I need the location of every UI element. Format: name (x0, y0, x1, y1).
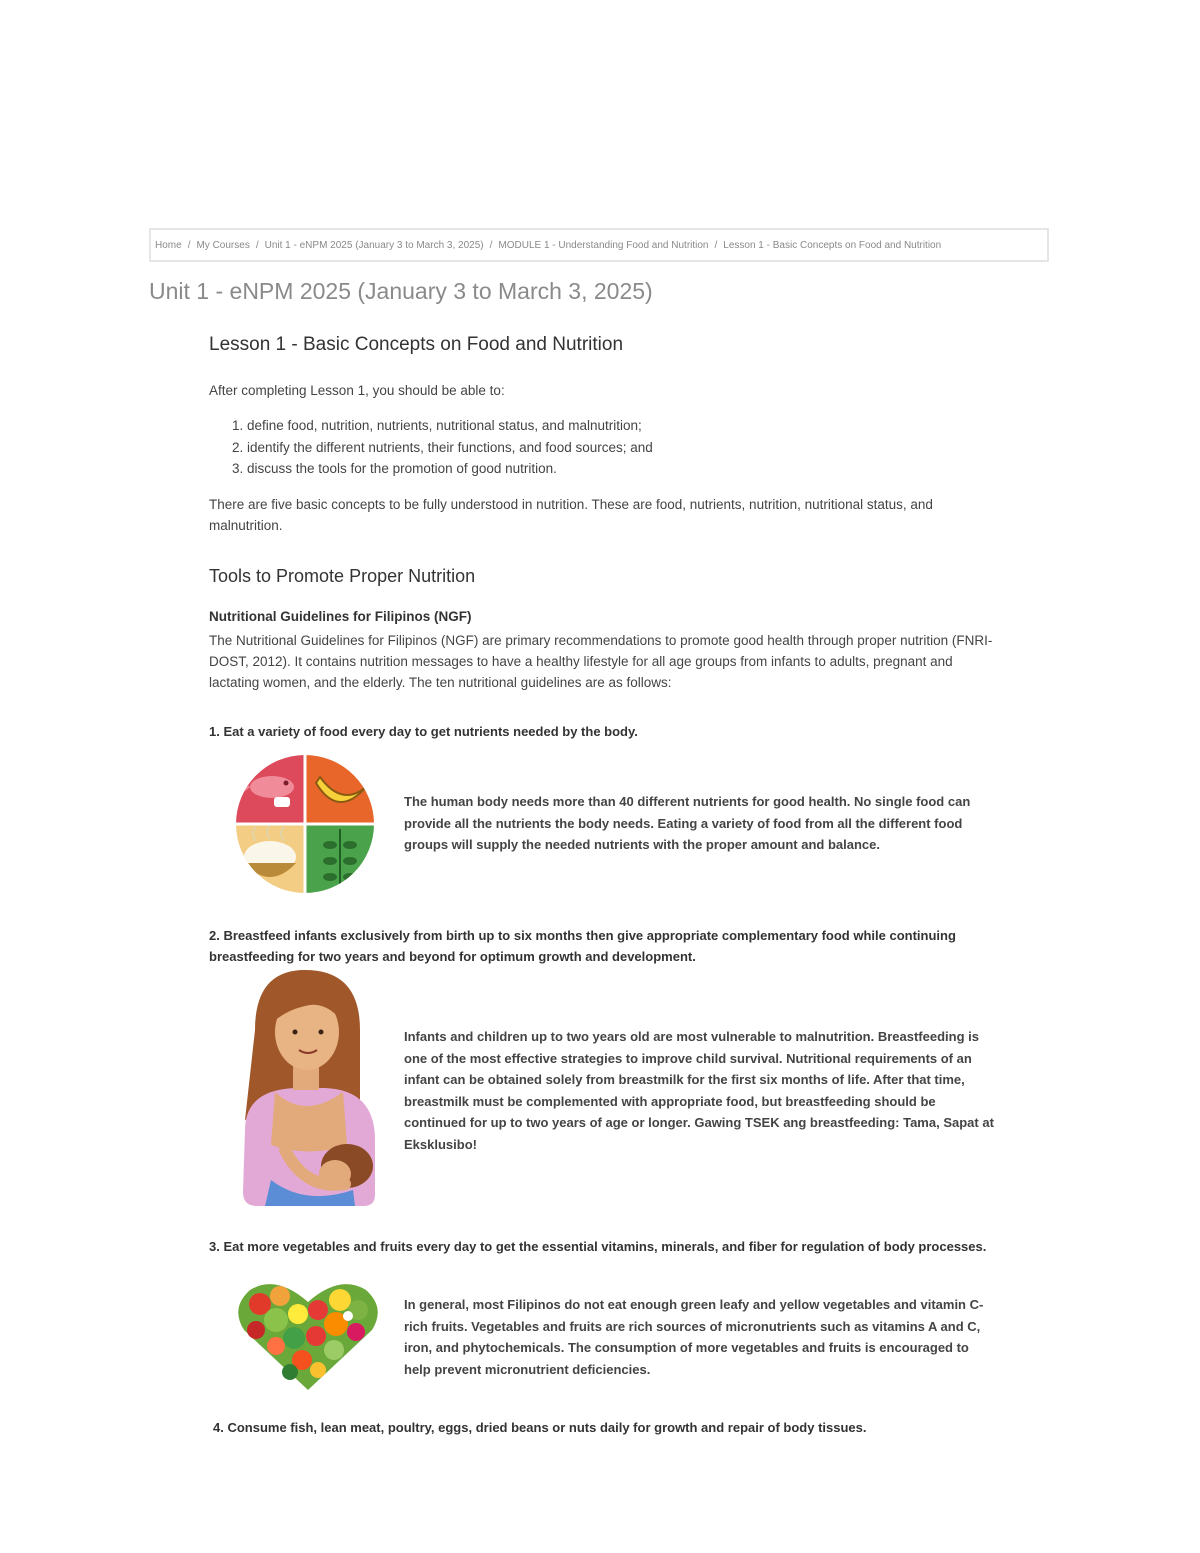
breadcrumb-separator: / (714, 239, 718, 251)
ngf-paragraph: The Nutritional Guidelines for Filipinos (NGF) are primary recommendations to promote good health through proper nutrition (FNRI-DOST, 2012). It contains nutrition messages to have a healthy lifestyle for all age groups from infants to adults, pregnant and lactating women, and the elderly. The ten nutritional guidelines are as follows: (209, 632, 993, 690)
guideline-3-text: In general, most Filipinos do not eat enough green leafy and yellow vegetables and vitamin C-rich fruits. Vegetables and fruits are rich sources of micronutrients such as vitamins A and C, iron, and phytochemicals. The consumption of more vegetables and fruits is encouraged to help prevent micronutrient deficiencies. (404, 1297, 984, 1377)
breadcrumb (149, 228, 1049, 262)
guideline-1-title: 1. Eat a variety of food every day to get nutrients needed by the body. (209, 724, 638, 739)
guideline-4-title: 4. Consume fish, lean meat, poultry, eggs, dried beans or nuts daily for growth and repair of body tissues. (213, 1420, 867, 1435)
breadcrumb-unit[interactable]: Unit 1 - eNPM 2025 (January 3 to March 3, 2025) (264, 239, 484, 251)
objective-item: 2. identify the different nutrients, their functions, and food sources; and (247, 437, 999, 459)
guideline-1-text: The human body needs more than 40 different nutrients for good health. No single food can provide all the nutrients the body needs. Eating a variety of food from all the different food groups will supply the needed nutrients with the proper amount and balance. (404, 794, 971, 852)
lesson-intro: After completing Lesson 1, you should be able to: (209, 383, 505, 398)
concepts-paragraph: There are five basic concepts to be fully understood in nutrition. These are food, nutrients, nutrition, nutritional status, and malnutrition. (209, 496, 933, 533)
breadcrumb-my-courses[interactable]: My Courses (196, 239, 250, 251)
guideline-3-title: 3. Eat more vegetables and fruits every day to get the essential vitamins, minerals, and fiber for regulation of body processes. (209, 1239, 987, 1254)
lesson-title: Lesson 1 - Basic Concepts on Food and Nutrition (209, 334, 624, 355)
breadcrumb-separator: / (187, 239, 191, 251)
objectives-list (209, 415, 999, 480)
objective-item: 1. define food, nutrition, nutrients, nutritional status, and malnutrition; (247, 415, 999, 437)
food-plate-icon (234, 753, 376, 895)
lesson-content (209, 334, 999, 693)
section-title-tools: Tools to Promote Proper Nutrition (209, 565, 476, 586)
breadcrumb-module[interactable]: MODULE 1 - Understanding Food and Nutrition (498, 239, 709, 251)
ngf-title: Nutritional Guidelines for Filipinos (NGF) (209, 608, 472, 624)
objective-item: 3. discuss the tools for the promotion of good nutrition. (247, 458, 999, 480)
breastfeeding-mother-icon (235, 970, 380, 1208)
breadcrumb-separator: / (489, 239, 493, 251)
breadcrumb-home[interactable]: Home (155, 239, 182, 251)
fruit-vegetable-heart-icon (236, 1280, 381, 1392)
guideline-2-title: 2. Breastfeed infants exclusively from birth up to six months then give appropriate complementary food while continuing breastfeeding for two years and beyond for optimum growth and development. (209, 928, 956, 964)
breadcrumb-separator: / (255, 239, 259, 251)
breadcrumb-lesson[interactable]: Lesson 1 - Basic Concepts on Food and Nutrition (723, 239, 942, 251)
guideline-2-text: Infants and children up to two years old are most vulnerable to malnutrition. Breastfeeding is one of the most effective strategies to improve child survival. Nutritional requirements of an infant can be obtained solely from breastmilk for the first six months of life. After that time, breastmilk must be complemented with appropriate food, but breastfeeding should be continued for up to two years of age or longer. Gawing TSEK ang breastfeeding: Tama, Sapat at Eksklusibo! (404, 1029, 994, 1152)
page-title: Unit 1 - eNPM 2025 (January 3 to March 3, 2025) (149, 278, 653, 304)
